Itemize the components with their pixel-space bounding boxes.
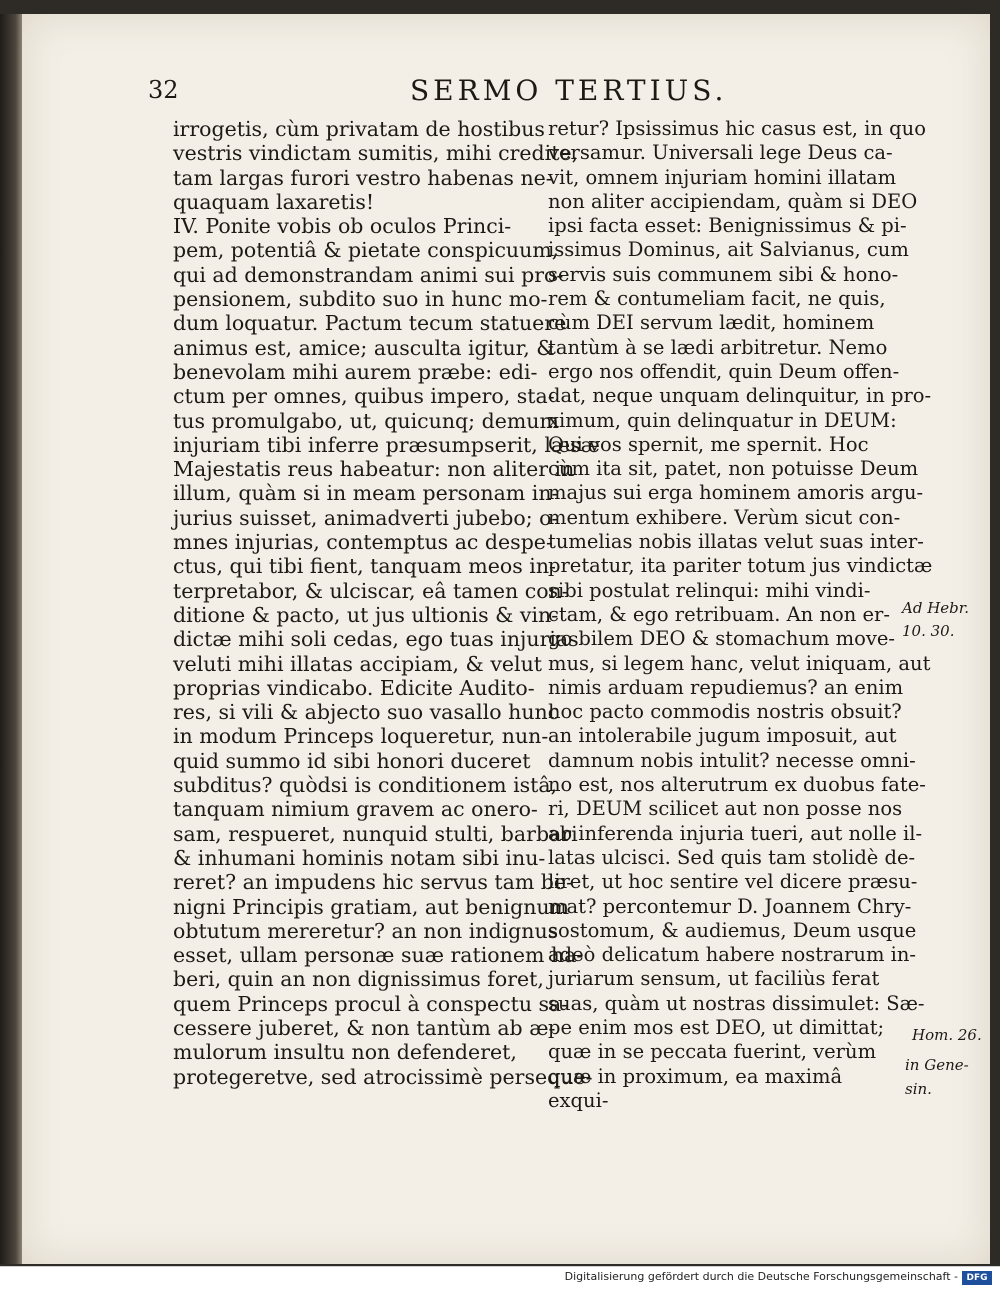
text-line: ab inferenda injuria tueri, aut nolle il- (548, 821, 923, 845)
text-line: suas, quàm ut nostras dissimulet: Sæ- (548, 991, 925, 1015)
text-line: quaquam laxaretis! (173, 189, 375, 214)
text-line: pe enim mos est DEO, ut dimittat; (548, 1015, 885, 1039)
text-line: mnes injurias, contemptus ac despe- (173, 530, 553, 555)
text-line: nigni Principis gratiam, aut benignum (173, 894, 570, 919)
text-line: exqui- (548, 1088, 609, 1112)
text-line: ximum, quin delinquatur in DEUM: (548, 408, 897, 432)
text-line: sostomum, & audiemus, Deum usque (548, 918, 917, 942)
text-line: tantùm à se lædi arbitretur. Nemo (548, 335, 888, 359)
text-line: cùm ita sit, patet, non potuisse Deum (548, 457, 919, 481)
text-line: IV. Ponite vobis ob oculos Princi- (173, 214, 512, 239)
text-line: terpretabor, & ulciscar, eâ tamen con- (173, 578, 569, 603)
text-line: qui ad demonstrandam animi sui pro- (173, 262, 564, 287)
text-line: dum loquatur. Pactum tecum statuere (173, 311, 567, 336)
text-line: quem Princeps procul à conspectu sa- (173, 991, 569, 1016)
text-line: pem, potentiâ & pietate conspicuum, (173, 238, 559, 263)
margin-note: in Gene- (905, 1056, 969, 1074)
text-line: mentum exhibere. Verùm sicut con- (548, 505, 901, 529)
text-line: an intolerabile jugum imposuit, aut (548, 724, 897, 748)
text-line: ri, DEUM scilicet aut non posse nos (548, 797, 903, 821)
text-line: beri, quin an non dignissimus foret, (173, 967, 544, 992)
margin-note: sin. (905, 1080, 932, 1098)
text-line: mus, si legem hanc, velut iniquam, aut (548, 651, 931, 675)
text-line: latas ulcisci. Sed quis tam stolidè de- (548, 845, 916, 869)
text-line: res, si vili & abjecto suo vasallo hunc (173, 700, 560, 725)
text-line: injuriam tibi inferre præsumpserit, læsæ (173, 432, 600, 457)
text-line: tus promulgabo, ut, quicunq; demum (173, 408, 559, 433)
footer-text: Digitalisierung gefördert durch die Deutsche Forschungsgemeinschaft - (564, 1270, 958, 1283)
text-line: cùm DEI servum lædit, hominem (548, 311, 875, 335)
text-line: quid summo id sibi honori duceret (173, 748, 531, 773)
text-line: ergo nos offendit, quin Deum offen- (548, 359, 900, 383)
text-line: irrogetis, cùm privatam de hostibus (173, 117, 545, 141)
text-line: rem & contumeliam facit, ne quis, (548, 287, 886, 311)
text-line: mulorum insultu non defenderet, (173, 1040, 517, 1065)
text-line: tam largas furori vestro habenas ne- (173, 165, 553, 190)
text-line: no est, nos alterutrum ex duobus fate- (548, 773, 926, 797)
text-line: dictæ mihi soli cedas, ego tuas injurias (173, 627, 579, 652)
text-line: esset, ullam personæ suæ rationem ha- (173, 943, 584, 968)
margin-note: Ad Hebr. (902, 599, 970, 617)
text-line: & inhumani hominis notam sibi inu- (173, 845, 546, 870)
text-line: ipsi facta esset: Benignissimus & pi- (548, 214, 907, 238)
text-line: in modum Princeps loqueretur, nun- (173, 724, 549, 749)
dfg-logo: DFG (962, 1271, 992, 1285)
text-line: tumelias nobis illatas velut suas inter- (548, 530, 924, 554)
text-line: obtutum mereretur? an non indignus (173, 918, 559, 943)
text-line: hoc pacto commodis nostris obsuit? (548, 700, 902, 724)
text-line: illum, quàm si in meam personam in- (173, 481, 559, 506)
text-line: Qui vos spernit, me spernit. Hoc (548, 432, 869, 456)
text-line: quæ in proximum, ea maximâ (548, 1064, 843, 1088)
text-line: benevolam mihi aurem præbe: edi- (173, 359, 538, 384)
text-line: retur? Ipsissimus hic casus est, in quo (548, 117, 926, 140)
text-line: nimis arduam repudiemus? an enim (548, 675, 904, 699)
text-line: ditione & pacto, ut jus ultionis & vin- (173, 602, 559, 627)
text-line: go bilem DEO & stomachum move- (548, 627, 896, 651)
text-line: issimus Dominus, ait Salvianus, cum (548, 238, 909, 262)
text-line: pretatur, ita pariter totum jus vindictæ (548, 554, 933, 578)
text-line: jurius suisset, animadverti jubebo; o- (173, 505, 559, 530)
page-number: 32 (148, 76, 179, 104)
text-line: ctum per omnes, quibus impero, sta- (173, 384, 555, 409)
text-line: ctus, qui tibi fient, tanquam meos in- (173, 554, 556, 579)
text-line: ctam, & ego retribuam. An non er- (548, 602, 890, 626)
page-edge (0, 14, 22, 1264)
text-line: vit, omnem injuriam homini illatam (548, 165, 897, 189)
margin-note: Hom. 26. (912, 1026, 982, 1044)
text-line: animus est, amice; ausculta igitur, & (173, 335, 555, 360)
text-line: adeò delicatum habere nostrarum in- (548, 943, 917, 967)
text-line: reret? an impudens hic servus tam be- (173, 870, 573, 895)
footer-bar (0, 1266, 1000, 1290)
text-line: sibi postulat relinqui: mihi vindi- (548, 578, 871, 602)
text-line: subditus? quòdsi is conditionem istâ, (173, 773, 558, 798)
text-line: quæ in se peccata fuerint, verùm (548, 1040, 877, 1064)
text-line: servis suis communem sibi & hono- (548, 262, 899, 286)
text-line: tanquam nimium gravem ac onero- (173, 797, 538, 822)
text-line: liret, ut hoc sentire vel dicere præsu- (548, 870, 918, 894)
margin-note: 10. 30. (902, 622, 955, 640)
text-line: juriarum sensum, ut faciliùs ferat (548, 967, 880, 991)
text-line: mat? percontemur D. Joannem Chry- (548, 894, 912, 918)
text-line: damnum nobis intulit? necesse omni- (548, 748, 916, 772)
text-line: vestris vindictam sumitis, mihi credite, (173, 141, 579, 166)
running-title: SERMO TERTIUS. (410, 74, 728, 107)
text-line: proprias vindicabo. Edicite Audito- (173, 675, 535, 700)
text-line: non aliter accipiendam, quàm si DEO (548, 189, 918, 213)
text-line: Majestatis reus habeatur: non aliter in (173, 457, 575, 482)
text-line: veluti mihi illatas accipiam, & velut (173, 651, 543, 676)
text-line: versamur. Universali lege Deus ca- (548, 141, 893, 165)
text-line: sam, respueret, nunquid stulti, barbari (173, 821, 578, 846)
text-line: pensionem, subdito suo in hunc mo- (173, 287, 548, 312)
text-line: protegeretve, sed atrocissimè perseque- (173, 1064, 593, 1089)
text-line: majus sui erga hominem amoris argu- (548, 481, 924, 505)
text-line: cessere juberet, & non tantùm ab æ- (173, 1015, 556, 1040)
left-text-column (173, 117, 600, 1089)
text-line: dat, neque unquam delinquitur, in pro- (548, 384, 932, 408)
